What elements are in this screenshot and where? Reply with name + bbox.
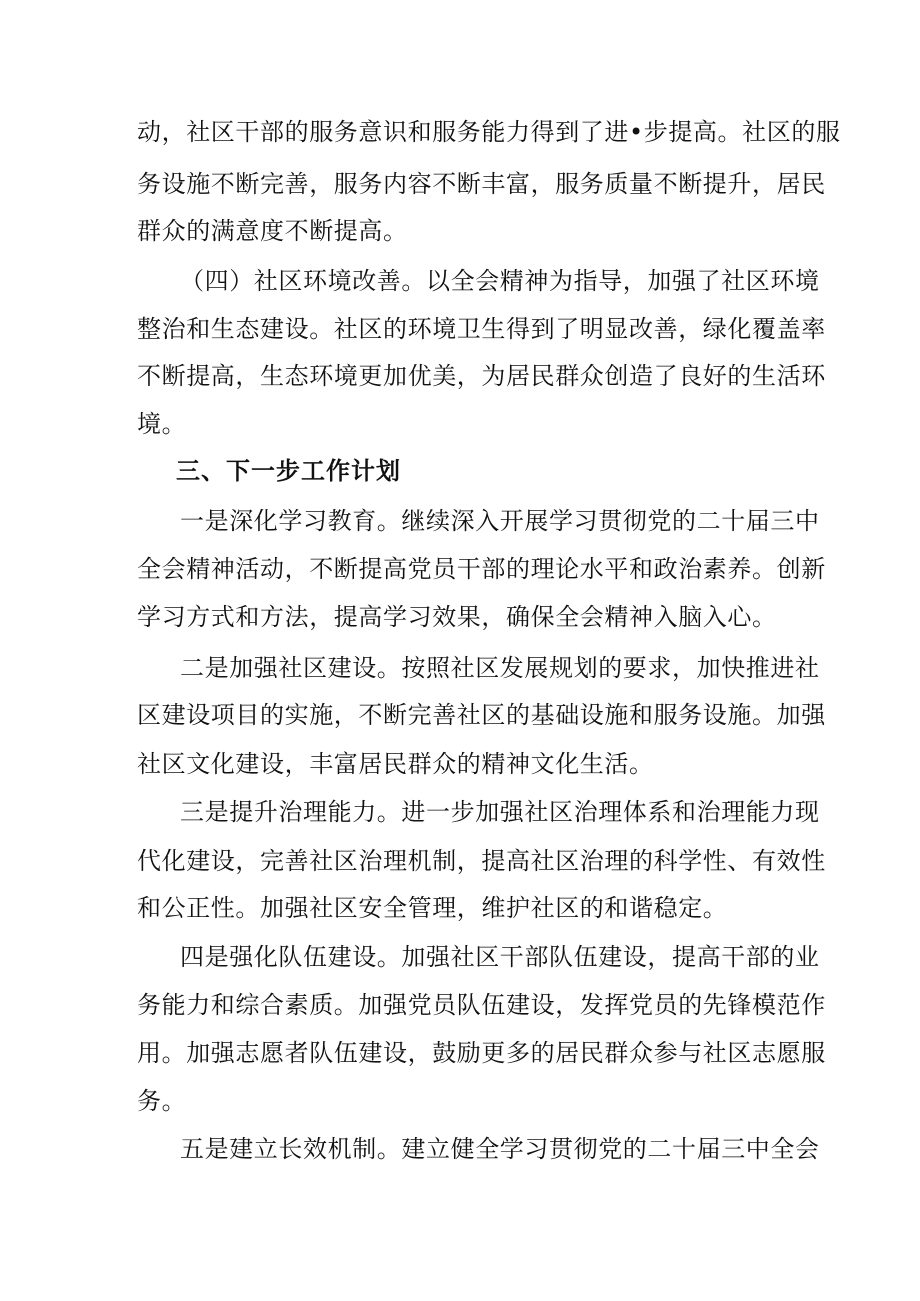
plan-one-line-1: 一是深化学习教育。继续深入开展学习贯彻党的二十届三中	[180, 507, 820, 535]
plan-three-line-2: 代化建设，完善社区治理机制，提高社区治理的科学性、有效性	[137, 847, 826, 875]
plan-four-line-2: 务能力和综合素质。加强党员队伍建设，发挥党员的先锋模范作	[137, 991, 826, 1019]
plan-two-line-2: 区建设项目的实施，不断完善社区的基础设施和服务设施。加强	[137, 701, 826, 729]
paragraph-service-line-3: 群众的满意度不断提高。	[137, 217, 408, 245]
plan-four-line-4: 务。	[137, 1087, 187, 1115]
plan-three-line-3: 和公正性。加强社区安全管理，维护社区的和谐稳定。	[137, 894, 728, 922]
paragraph-environment-line-4: 境。	[137, 410, 187, 438]
paragraph-service-line-1: 动，社区干部的服务意识和服务能力得到了进•步提高。社区的服	[137, 118, 841, 146]
plan-two-line-3: 社区文化建设，丰富居民群众的精神文化生活。	[137, 750, 654, 778]
paragraph-environment-line-1: （四）社区环境改善。以全会精神为指导，加强了社区环境	[180, 267, 820, 295]
paragraph-environment-line-2: 整治和生态建设。社区的环境卫生得到了明显改善，绿化覆盖率	[137, 315, 826, 343]
paragraph-environment-line-3: 不断提高，生态环境更加优美，为居民群众创造了良好的生活环	[137, 362, 826, 390]
section-heading: 三、下一步工作计划	[176, 457, 401, 485]
plan-two-line-1: 二是加强社区建设。按照社区发展规划的要求，加快推进社	[180, 654, 820, 682]
plan-one-line-3: 学习方式和方法，提高学习效果，确保全会精神入脑入心。	[137, 603, 777, 631]
plan-four-line-1: 四是强化队伍建设。加强社区干部队伍建设，提高干部的业	[180, 943, 820, 971]
paragraph-service-line-2: 务设施不断完善，服务内容不断丰富，服务质量不断提升，居民	[137, 170, 826, 198]
plan-three-line-1: 三是提升治理能力。进一步加强社区治理体系和治理能力现	[180, 798, 820, 826]
plan-five-line-1: 五是建立长效机制。建立健全学习贯彻党的二十届三中全会	[180, 1135, 820, 1163]
plan-one-line-2: 全会精神活动，不断提高党员干部的理论水平和政治素养。创新	[137, 555, 826, 583]
plan-four-line-3: 用。加强志愿者队伍建设，鼓励更多的居民群众参与社区志愿服	[137, 1039, 826, 1067]
